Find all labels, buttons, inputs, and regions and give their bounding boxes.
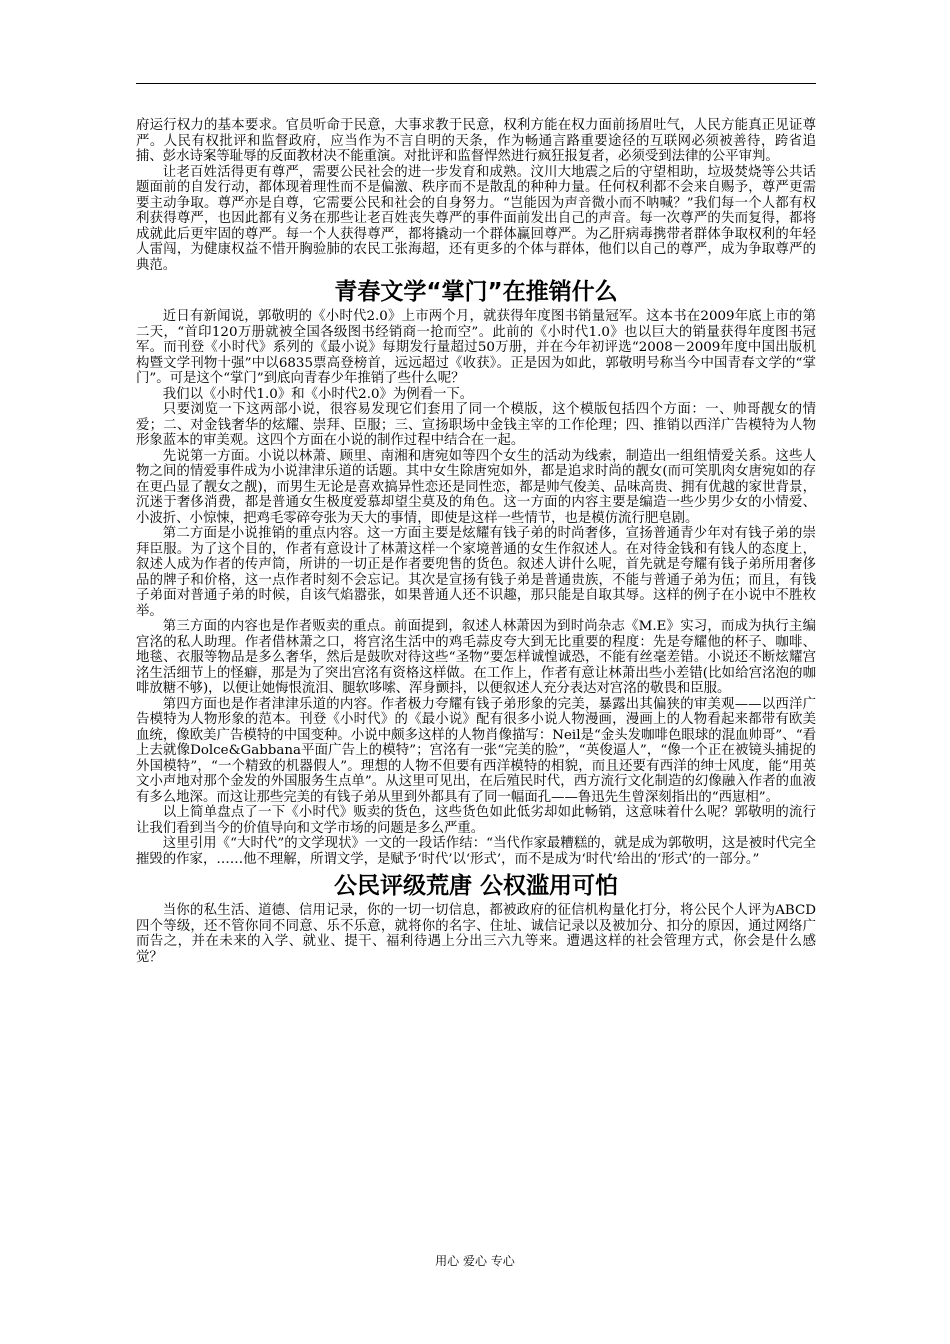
paragraph-2: 让老百姓活得更有尊严，需要公民社会的进一步发育和成熟。汶川大地震之后的守望相助，垃圾焚烧等公共话题面前的自发行动，都体现着理性而不是偏激、秩序而不是散乱的种种力量。任何权利都不会来自赐予，尊严更需要主动争取。尊严亦是自尊，它需要公民和社会的自身努力。“岂能因为声音微小而不呐喊？”我们每一个人都有权利获得尊严，也因此都有义务在那些让老百姓丧失尊严的事件面前发出自己的声音。每一次尊严的失而复得，都将成就此后更牢固的尊严。每一个人获得尊严，都将撬动一个群体赢回尊严。为乙肝病毒携带者群体争取权利的年轻人雷闯，为健康权益不惜开胸验肺的农民工张海超，还有更多的个体与群体，他们以自己的尊严，成为争取尊严的典范。 <box>136 164 816 273</box>
paragraph-9: 第四方面也是作者津津乐道的内容。作者极力夸耀有钱子弟形象的完美，暴露出其偏狭的审美观——以西洋广告模特为人物形象的范本。刊登《小时代》的《最小说》配有很多小说人物漫画，漫画上的人物看起来都带有欧美血统，像欧美广告模特的中国变种。小说中颇多这样的人物肖像描写：Neil是“金头发咖啡色眼球的混血帅哥”、“看上去就像Dolce&Gabbana平面广告上的模特”；宫洺有一张“完美的脸”，“英俊逼人”，“像一个正在被镜头捕捉的外国模特”，“一个精致的机器假人”。理想的人物不但要有西洋模特的相貌，而且还要有西洋的绅士风度，能“用英文小声地对那个金发的外国服务生点单”。从这里可见出，在后殖民时代，西方流行文化制造的幻像融入作者的血液有多么地深。而这让那些完美的有钱子弟从里到外都具有了同一幅面孔——鲁迅先生曾深刻指出的“西崽相”。 <box>136 696 816 805</box>
article-body <box>136 118 816 965</box>
paragraph-5: 只要浏览一下这两部小说，很容易发现它们套用了同一个模版，这个模版包括四个方面：一、帅哥靓女的情爱；二、对金钱奢华的炫耀、崇拜、臣服；三、宣扬职场中金钱主宰的工作伦理；四、推销以西洋广告模特为人物形象蓝本的审美观。这四个方面在小说的制作过程中结合在一起。 <box>136 402 816 448</box>
paragraph-4: 我们以《小时代1.0》和《小时代2.0》为例看一下。 <box>162 386 474 402</box>
paragraph-12: 当你的私生活、道德、信用记录，你的一切一切信息，都被政府的征信机构量化打分，将公民个人评为ABCD四个等级，还不管你同不同意、乐不乐意，就将你的名字、住址、诚信记录以及被加分、扣分的原因，通过网络广而告之，并在未来的入学、就业、提干、福利待遇上分出三六九等来。遭遇这样的社会管理方式，你会是什么感觉？ <box>136 903 816 965</box>
paragraph-6: 先说第一方面。小说以林萧、顾里、南湘和唐宛如等四个女生的活动为线索，制造出一组组情爱关系。这些人物之间的情爱事件成为小说津津乐道的话题。其中女生除唐宛如外，都是追求时尚的靓女(而可笑肌肉女唐宛如的存在更凸显了靓女之靓)，而男生无论是喜欢搞异性恋还是同性恋，都是帅气俊美、品味高贵、拥有优越的家世背景，沉迷于奢侈消费，都是普通女生极度爱慕却望尘莫及的角色。这一方面的内容主要是编造一些少男少女的小情爱、小波折、小惊悚，把鸡毛零碎夸张为天大的事情，即使是这样一些情节，也是模仿流行肥皂剧。 <box>136 448 816 526</box>
paragraph-7: 第二方面是小说推销的重点内容。这一方面主要是炫耀有钱子弟的时尚奢侈，宣扬普通青少年对有钱子弟的崇拜臣服。为了这个目的，作者有意设计了林萧这样一个家境普通的女生作叙述人。在对待金钱和有钱人的态度上，叙述人成为作者的传声筒，所讲的一切正是作者要兜售的货色。叙述人讲什么呢，首先就是夸耀有钱子弟所用奢侈品的牌子和价格，这一点作者时刻不会忘记。其次是宣扬有钱子弟是普通贵族，不能与普通子弟为伍；而且，有钱子弟面对普通子弟的时候，自该气焰嚣张，如果普通人还不识趣，那只能是自取其辱。这样的例子在小说中不胜枚举。 <box>136 526 816 619</box>
paragraph-11: 这里引用《“大时代”的文学现状》一文的一段话作结：“当代作家最糟糕的，就是成为郭敬明，这是被时代完全摧毁的作家，……他不理解，所谓文学，是赋予‘时代’以‘形式’，而不是成为‘时代’给出的‘形式’的一部分。” <box>136 836 816 867</box>
paragraph-8: 第三方面的内容也是作者贩卖的重点。前面提到，叙述人林萧因为到时尚杂志《M.E》实习，而成为执行主编宫洺的私人助理。作者借林萧之口，将宫洺生活中的鸡毛蒜皮夸大到无比重要的程度：先是夸耀他的杯子、咖啡、地毯、衣服等物品是多么奢华，然后是鼓吹对待这些“圣物”要怎样诚惶诚恐，不能有丝毫差错。小说还不断炫耀宫洺生活细节上的怪癖，那是为了突出宫洺有资格这样做。在工作上，作者有意让林萧出些小差错(比如给宫洺泡的咖啡放糖不够)，以便让她悔恨流泪、腿软哆嗦、浑身颤抖，以便叙述人充分表达对宫洺的敬畏和臣服。 <box>136 619 816 696</box>
section-heading-citizen-rating: 公民评级荒唐 公权滥用可怕 <box>333 873 618 899</box>
header-rule <box>136 83 816 84</box>
paragraph-10: 以上简单盘点了一下《小时代》贩卖的货色，这些货色如此低劣却如此畅销，这意味着什么呢？郭敬明的流行让我们看到当今的价值导向和文学市场的问题是多么严重。 <box>136 805 816 836</box>
page-footer: 用心 爱心 专心 <box>435 1254 515 1268</box>
paragraph-3: 近日有新闻说，郭敬明的《小时代2.0》上市两个月，就获得年度图书销量冠军。这本书在2009年底上市的第二天，“首印120万册就被全国各级图书经销商一抢而空”。此前的《小时代1.0》也以巨大的销量获得年度图书冠军。而刊登《小时代》系列的《最小说》每期发行量超过50万册，并在今年初评选“2008－2009年度中国出版机构暨文学刊物十强”中以6835票高登榜首，远远超过《收获》。正是因为如此，郭敬明号称当今中国青春文学的“掌门”。可是这个“掌门”到底向青春少年推销了些什么呢？ <box>136 309 816 386</box>
section-heading-youth-literature: 青春文学“掌门”在推销什么 <box>334 279 618 305</box>
paragraph-1: 府运行权力的基本要求。官员听命于民意，大事求教于民意，权利方能在权力面前扬眉吐气，人民方能真正见证尊严。人民有权批评和监督政府，应当作为不言自明的天条，作为畅通言路重要途径的互联网必须被善待，跨省追捕、彭水诗案等耻辱的反面教材决不能重演。对批评和监督悍然进行疯狂报复者，必须受到法律的公平审判。 <box>136 118 816 164</box>
